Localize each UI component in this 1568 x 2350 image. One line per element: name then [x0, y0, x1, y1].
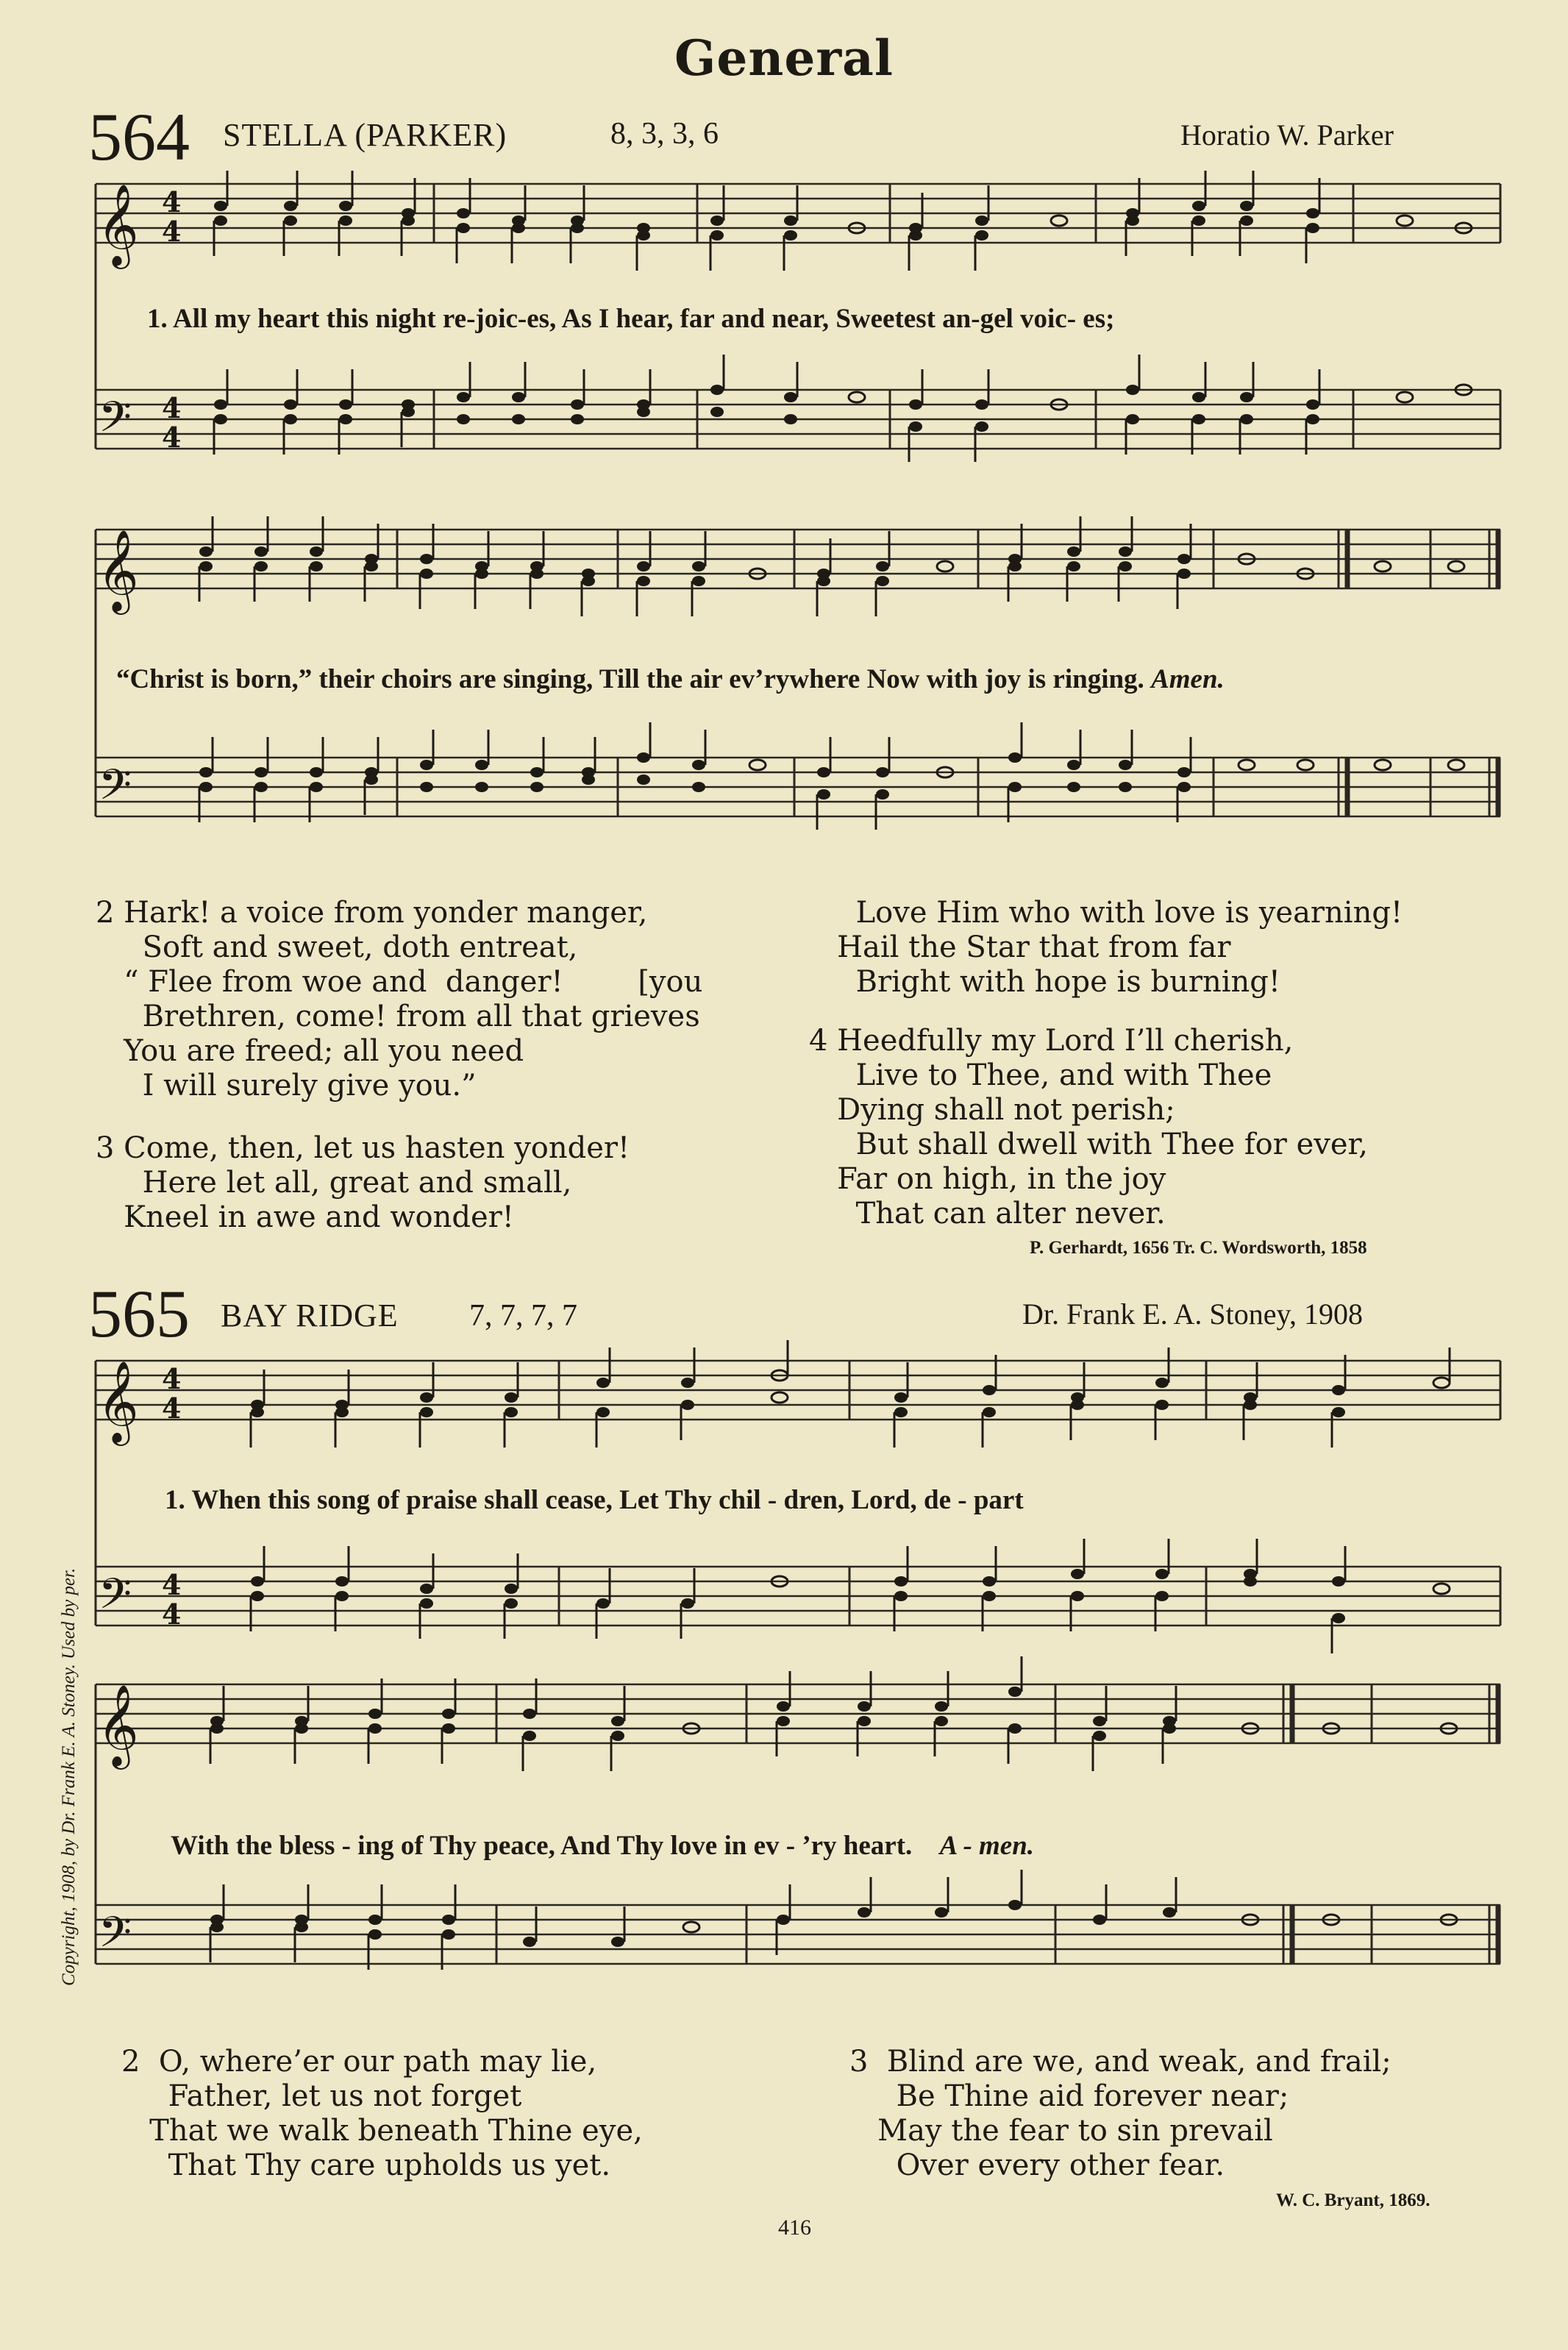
treble-clef-icon: 𝄞	[97, 529, 139, 611]
bass-clef-icon: 𝄢	[99, 760, 132, 820]
hymn-564-stanza-4: 4 Heedfully my Lord I’ll cherish, Live to Thee, and with Thee Dying shall not perish; But shall dwell with Thee for ever, Far on high, in the joy That can alter never.	[809, 1024, 1368, 1231]
treble-staff-lines	[96, 530, 1500, 588]
hymn-564-stanza-3-cont: Love Him who with love is yearning! Hail the Star that from far Bright with hope is burning!	[837, 896, 1403, 999]
bar-lines	[496, 1684, 1498, 1964]
hymn-565-number: 565	[88, 1276, 190, 1351]
svg-text:4: 4	[162, 215, 182, 248]
bass-staff-lines	[96, 1567, 1500, 1626]
bass-clef-icon: 𝄢	[99, 1907, 132, 1968]
hymn-564-composer: Horatio W. Parker	[1180, 118, 1394, 152]
svg-text:4: 4	[162, 1392, 182, 1425]
hymn-565-lyric-2	[171, 1830, 1034, 1862]
hymn-565-composer: Dr. Frank E. A. Stoney, 1908	[1022, 1297, 1363, 1331]
svg-text:4: 4	[162, 1598, 182, 1631]
hymn-564-lyric-2	[116, 663, 1225, 695]
amen-text: A - men.	[939, 1831, 1035, 1861]
section-title: General	[674, 29, 894, 87]
bass-staff-lines	[96, 758, 1500, 816]
svg-text:4: 4	[162, 391, 182, 424]
treble-clef-icon: 𝄞	[97, 1684, 139, 1766]
hymn-564-number: 564	[88, 99, 190, 174]
hymn-565-meter: 7, 7, 7, 7	[469, 1299, 577, 1333]
hymn-564-stanza-3: 3 Come, then, let us hasten yonder! Here let all, great and small, Kneel in awe and wonder!	[96, 1131, 630, 1234]
page-number: 416	[778, 2215, 811, 2240]
svg-text:4: 4	[162, 185, 182, 218]
hymn-564-meter: 8, 3, 3, 6	[610, 117, 719, 151]
hymn-565-stanza-2: 2 O, where’er our path may lie, Father, let us not forget That we walk beneath Thine eye, That Thy care upholds us yet.	[121, 2045, 643, 2182]
svg-text:4: 4	[162, 1568, 182, 1601]
hymn-564-tune: STELLA (PARKER)	[223, 117, 507, 153]
lyric-text: When this song of praise shall cease, Let Thy chil - dren, Lord, de - part	[191, 1485, 1024, 1515]
treble-staff-lines	[96, 1361, 1500, 1420]
lyric-text: “Christ is born,” their choirs are singing, Till the air ev’rywhere Now with joy is ringing.	[116, 664, 1144, 694]
lyric-text: With the bless - ing of Thy peace, And Thy love in ev - ’ry heart.	[171, 1831, 913, 1861]
hymn-564-stanza-2: 2 Hark! a voice from yonder manger, Soft and sweet, doth entreat, “ Flee from woe and danger! [you Brethren, come! from all that grieves You are freed; all you need I will surely give you.”	[96, 896, 703, 1103]
bass-staff-lines	[96, 390, 1500, 449]
hymn-564-lyric-1	[147, 303, 1114, 335]
copyright-notice: Copyright, 1908, by Dr. Frank E. A. Stoney. Used by per.	[59, 1567, 79, 1986]
hymn-564-attribution: P. Gerhardt, 1656 Tr. C. Wordsworth, 1858	[1030, 1238, 1367, 1258]
bass-clef-icon: 𝄢	[99, 1569, 132, 1629]
verse-number: 1.	[165, 1485, 185, 1515]
verse-number: 1.	[147, 304, 168, 334]
hymn-565-attribution: W. C. Bryant, 1869.	[1276, 2190, 1430, 2210]
hymn-565-tune: BAY RIDGE	[221, 1297, 399, 1334]
svg-text:4: 4	[162, 1362, 182, 1395]
amen-text: Amen.	[1151, 664, 1225, 694]
lyric-text: All my heart this night re-joic-es, As I hear, far and near, Sweetest an-gel voic- es;	[172, 304, 1115, 334]
notes	[210, 1687, 1457, 1947]
bass-clef-icon: 𝄢	[99, 392, 132, 452]
treble-clef-icon: 𝄞	[97, 1360, 139, 1442]
treble-clef-icon: 𝄞	[97, 183, 139, 266]
svg-text:4: 4	[162, 421, 182, 454]
hymn-565-stanza-3: 3 Blind are we, and weak, and frail; Be Thine aid forever near; May the fear to sin prevail Over every other fear.	[849, 2045, 1391, 2182]
hymn-565-lyric-1	[165, 1484, 1024, 1516]
hymn-564-system-1	[88, 169, 1508, 515]
